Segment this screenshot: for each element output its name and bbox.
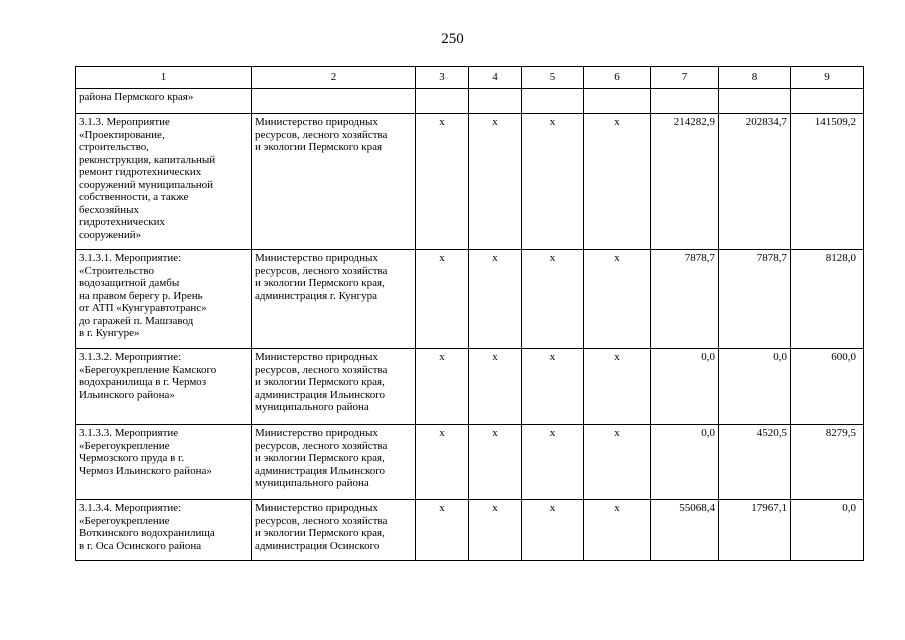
activity-name: 3.1.3.4. Мероприятие: «Берегоукрепление Воткинского водохранилища в г. Оса Осинского района — [76, 500, 252, 561]
program-table — [75, 66, 864, 561]
activity-name: 3.1.3. Мероприятие «Проектирование, строительство, реконструкция, капитальный ремонт гидротехнических сооружений муниципальной собственности, а также бесхозяйных гидротехнических сооружений» — [76, 114, 252, 250]
column-header: 9 — [791, 67, 864, 89]
col6-value: х — [584, 250, 651, 349]
empty-cell — [522, 89, 584, 114]
col5-value: х — [522, 425, 584, 500]
activity-name: 3.1.3.2. Мероприятие: «Берегоукрепление Камского водохранилища в г. Чермоз Ильинского района» — [76, 349, 252, 425]
column-header: 8 — [719, 67, 791, 89]
col7-value: 214282,9 — [651, 114, 719, 250]
col7-value: 7878,7 — [651, 250, 719, 349]
empty-cell — [719, 89, 791, 114]
activity-name: 3.1.3.1. Мероприятие: «Строительство водозащитной дамбы на правом берегу р. Ирень от АТП «Кунгуравтотранс» до гаражей п. Машзавод в г. Кунгуре» — [76, 250, 252, 349]
table-row — [76, 250, 864, 349]
col4-value: х — [469, 500, 522, 561]
table-row — [76, 114, 864, 250]
col5-value: х — [522, 114, 584, 250]
table-row — [76, 500, 864, 561]
column-header: 6 — [584, 67, 651, 89]
responsible-executor: Министерство природных ресурсов, лесного хозяйства и экологии Пермского края, администрация Ильинского муниципального района — [252, 425, 416, 500]
table-row — [76, 349, 864, 425]
col4-value: х — [469, 425, 522, 500]
responsible-executor: Министерство природных ресурсов, лесного хозяйства и экологии Пермского края, администрация г. Кунгура — [252, 250, 416, 349]
column-header: 7 — [651, 67, 719, 89]
col9-value: 0,0 — [791, 500, 864, 561]
col8-value: 7878,7 — [719, 250, 791, 349]
column-header: 1 — [76, 67, 252, 89]
col3-value: х — [416, 500, 469, 561]
responsible-executor: Министерство природных ресурсов, лесного хозяйства и экологии Пермского края, администрация Ильинского муниципального района — [252, 349, 416, 425]
header-row — [76, 67, 864, 89]
column-header: 3 — [416, 67, 469, 89]
activity-name: района Пермского края» — [76, 89, 252, 114]
col4-value: х — [469, 250, 522, 349]
col9-value: 600,0 — [791, 349, 864, 425]
empty-cell — [416, 89, 469, 114]
col4-value: х — [469, 114, 522, 250]
col8-value: 17967,1 — [719, 500, 791, 561]
col4-value: х — [469, 349, 522, 425]
col8-value: 4520,5 — [719, 425, 791, 500]
col7-value: 0,0 — [651, 349, 719, 425]
col6-value: х — [584, 349, 651, 425]
col9-value: 8279,5 — [791, 425, 864, 500]
col3-value: х — [416, 250, 469, 349]
page-number: 250 — [441, 31, 464, 47]
column-header: 4 — [469, 67, 522, 89]
col7-value: 55068,4 — [651, 500, 719, 561]
col7-value: 0,0 — [651, 425, 719, 500]
col3-value: х — [416, 425, 469, 500]
column-header: 2 — [252, 67, 416, 89]
empty-cell — [469, 89, 522, 114]
col5-value: х — [522, 349, 584, 425]
col6-value: х — [584, 425, 651, 500]
empty-cell — [791, 89, 864, 114]
empty-cell — [252, 89, 416, 114]
col9-value: 8128,0 — [791, 250, 864, 349]
col6-value: х — [584, 114, 651, 250]
activity-name: 3.1.3.3. Мероприятие «Берегоукрепление Чермозского пруда в г. Чермоз Ильинского района» — [76, 425, 252, 500]
empty-cell — [651, 89, 719, 114]
column-header: 5 — [522, 67, 584, 89]
col5-value: х — [522, 500, 584, 561]
col8-value: 202834,7 — [719, 114, 791, 250]
continuation-row — [76, 89, 864, 114]
col3-value: х — [416, 114, 469, 250]
table-row — [76, 425, 864, 500]
empty-cell — [584, 89, 651, 114]
responsible-executor: Министерство природных ресурсов, лесного хозяйства и экологии Пермского края — [252, 114, 416, 250]
col5-value: х — [522, 250, 584, 349]
col9-value: 141509,2 — [791, 114, 864, 250]
responsible-executor: Министерство природных ресурсов, лесного хозяйства и экологии Пермского края, администрация Осинского — [252, 500, 416, 561]
col3-value: х — [416, 349, 469, 425]
col8-value: 0,0 — [719, 349, 791, 425]
col6-value: х — [584, 500, 651, 561]
